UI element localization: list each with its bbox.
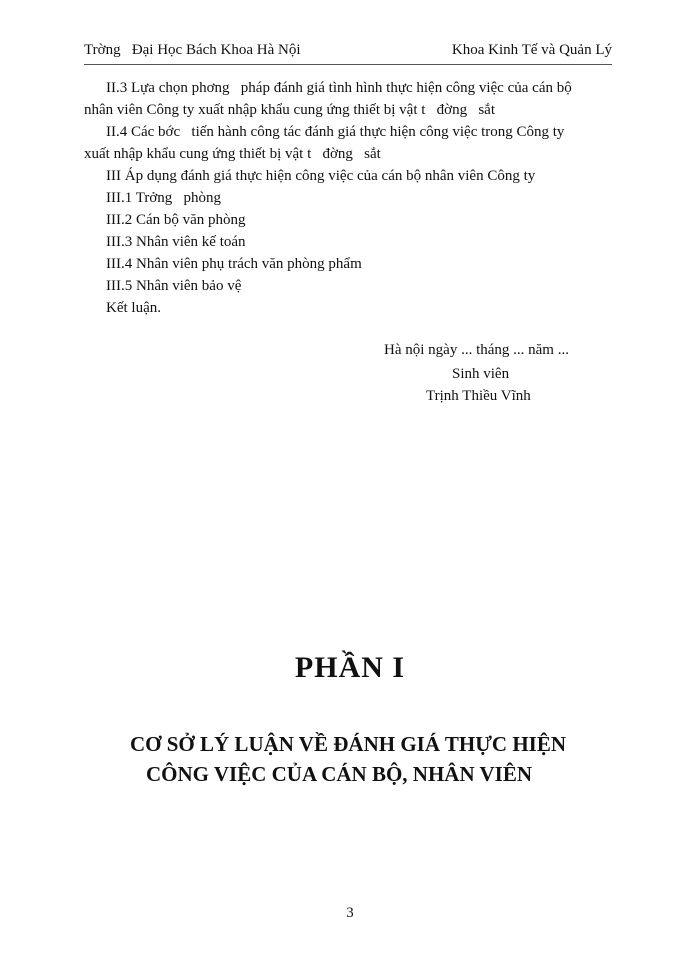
signature-date: Hà nội ngày ... tháng ... năm ... [384,342,569,358]
header-faculty: Khoa Kinh Tế và Quản Lý [451,42,612,58]
toc-line: III.2 Cán bộ văn phòng [106,212,246,228]
toc-line: III Áp dụng đánh giá thực hiện công việc của cán bộ nhân viên Công ty [106,168,536,184]
header-university: Trờng Đại Học Bách Khoa Hà Nội [84,42,301,58]
toc-line: II.3 Lựa chọn phơng pháp đánh giá tình hình thực hiện công việc của cán bộ [106,80,572,96]
toc-line: III.4 Nhân viên phụ trách văn phòng phẩm [106,256,362,272]
signature-role: Sinh viên [452,366,510,382]
subtitle-line: CƠ SỞ LÝ LUẬN VỀ ĐÁNH GIÁ THỰC HIỆN [130,732,567,756]
part-title: PHẦN I [294,651,406,684]
subtitle-line: CÔNG VIỆC CỦA CÁN BỘ, NHÂN VIÊN [146,762,533,786]
page-header [84,40,612,60]
toc-line: xuất nhập khẩu cung ứng thiết bị vật t đờng sắt [84,146,381,162]
header-divider [84,64,612,65]
toc-line: III.3 Nhân viên kế toán [106,234,246,250]
toc-line: III.5 Nhân viên bảo vệ [106,278,242,294]
toc-line: II.4 Các bớc tiến hành công tác đánh giá thực hiện công việc trong Công ty [106,124,565,140]
toc-line: III.1 Trởng phòng [106,190,222,206]
toc-line: nhân viên Công ty xuất nhập khẩu cung ứng thiết bị vật t đờng sắt [84,102,495,118]
signature-name: Trịnh Thiều Vĩnh [426,388,531,404]
page-number: 3 [346,905,354,921]
toc-line: Kết luận. [106,300,161,316]
